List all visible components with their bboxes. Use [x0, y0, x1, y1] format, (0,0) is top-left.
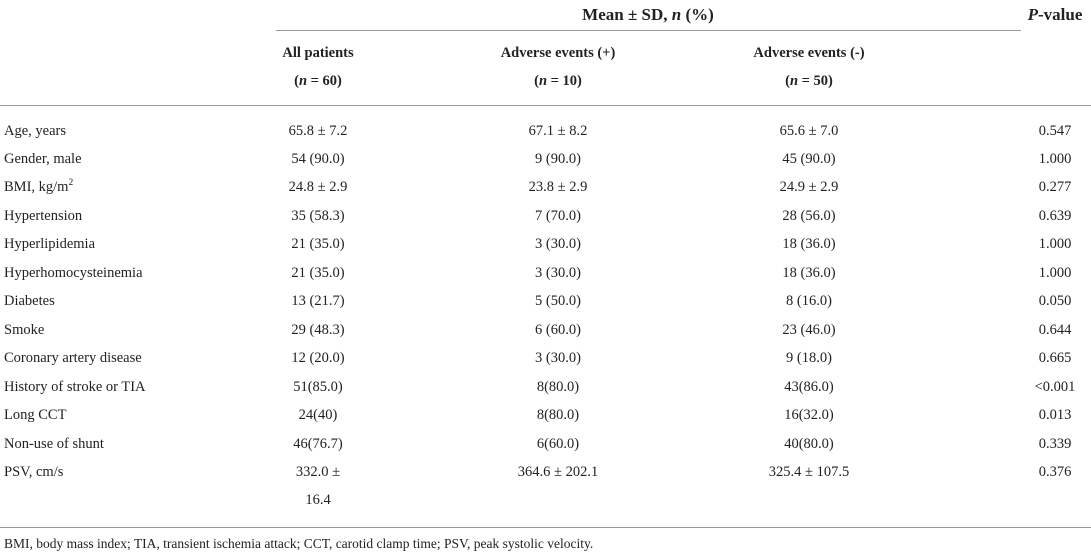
row-label: Long CCT: [4, 407, 67, 423]
footnote: BMI, body mass index; TIA, transient ischemia attack; CCT, carotid clamp time; PSV, peak systolic velocity.: [4, 536, 594, 551]
row-label: Hyperhomocysteinemia: [4, 265, 143, 281]
cell-all: 46(76.7): [293, 436, 343, 452]
row-label: PSV, cm/s: [4, 464, 64, 480]
row-label: Diabetes: [4, 293, 55, 309]
cell-p: 0.644: [1038, 322, 1072, 338]
row-label: Smoke: [4, 322, 45, 338]
cell-all: 35 (58.3): [291, 208, 345, 224]
cell-pos: 23.8 ± 2.9: [528, 179, 588, 195]
group-header: [582, 6, 714, 24]
cell-pos: 9 (90.0): [535, 151, 581, 167]
cell-all: 21 (35.0): [291, 236, 345, 252]
cell-neg: 24.9 ± 2.9: [779, 179, 839, 195]
row-label: Hyperlipidemia: [4, 236, 96, 252]
col-header-all: All patients: [282, 45, 354, 61]
cell-pos: 6 (60.0): [535, 322, 581, 338]
cell-neg: 45 (90.0): [782, 151, 836, 167]
cell-pos: 6(60.0): [536, 436, 580, 452]
group-header-text: Mean ± SD,: [582, 5, 672, 24]
row-label: BMI, $kg/m^2$: [4, 178, 74, 195]
cell-p: 0.339: [1038, 436, 1072, 452]
col-count-pos: (n = 10): [534, 73, 582, 89]
cell-neg: 18 (36.0): [782, 236, 836, 252]
cell-neg: 16(32.0): [784, 407, 834, 423]
row-label: Hypertension: [4, 208, 83, 224]
cell-all: 24.8 ± 2.9: [288, 179, 348, 195]
cell-all: 65.8 ± 7.2: [288, 123, 348, 139]
cell-pos: 3 (30.0): [535, 236, 581, 252]
cell-p: 0.665: [1038, 350, 1072, 366]
header-rule: [0, 105, 1091, 106]
cell-neg: 65.6 ± 7.0: [779, 123, 839, 139]
cell-pos: 8(80.0): [536, 379, 580, 395]
cell-p: 1.000: [1038, 236, 1072, 252]
col-header-pos: Adverse events (+): [500, 45, 616, 61]
cell-pos: 8(80.0): [536, 407, 580, 423]
cell-all: 54 (90.0): [291, 151, 345, 167]
group-header-pct: (%): [681, 5, 714, 24]
cell-all: 51(85.0): [293, 379, 343, 395]
cell-neg: 28 (56.0): [782, 208, 836, 224]
superscript: 2: [68, 178, 74, 189]
cell-neg: 8 (16.0): [786, 293, 832, 309]
cell-all: 24(40): [298, 407, 338, 423]
cell-p: <0.001: [1034, 379, 1076, 395]
row-label: Gender, male: [4, 151, 82, 167]
cell-p: 1.000: [1038, 265, 1072, 281]
cell-pos: 67.1 ± 8.2: [528, 123, 588, 139]
cell-all: 332.0 ±: [295, 464, 341, 480]
col-count-all: (n = 60): [294, 73, 342, 89]
cell-neg: 23 (46.0): [782, 322, 836, 338]
bottom-rule: [0, 527, 1091, 528]
cell-p: 0.547: [1038, 123, 1072, 139]
group-header-n: n: [671, 5, 682, 24]
cell-pos: 7 (70.0): [535, 208, 581, 224]
cell-pos: 3 (30.0): [535, 265, 581, 281]
cell-p: 0.376: [1038, 464, 1072, 480]
cell-all: 13 (21.7): [291, 293, 345, 309]
cell-all-continued: 16.4: [305, 492, 331, 508]
cell-pos: 5 (50.0): [535, 293, 581, 309]
pvalue-header-p: P: [1027, 5, 1038, 24]
cell-all: 21 (35.0): [291, 265, 345, 281]
row-label: Age, years: [4, 123, 67, 139]
cell-neg: 18 (36.0): [782, 265, 836, 281]
row-label: Non-use of shunt: [4, 436, 104, 452]
pvalue-header: [1028, 6, 1083, 24]
cell-neg: 40(80.0): [784, 436, 834, 452]
cell-neg: 43(86.0): [784, 379, 834, 395]
cell-pos: 3 (30.0): [535, 350, 581, 366]
cell-all: 29 (48.3): [291, 322, 345, 338]
cell-p: 0.013: [1038, 407, 1072, 423]
cell-p: 0.277: [1038, 179, 1072, 195]
row-label: Coronary artery disease: [4, 350, 142, 366]
cell-neg: 325.4 ± 107.5: [768, 464, 850, 480]
cell-p: 1.000: [1038, 151, 1072, 167]
col-count-neg: (n = 50): [785, 73, 833, 89]
cell-p: 0.050: [1038, 293, 1072, 309]
cell-p: 0.639: [1038, 208, 1072, 224]
cell-pos: 364.6 ± 202.1: [517, 464, 599, 480]
cell-all: 12 (20.0): [291, 350, 345, 366]
cell-neg: 9 (18.0): [786, 350, 832, 366]
row-label: History of stroke or TIA: [4, 379, 146, 395]
pvalue-header-rest: -value: [1038, 5, 1083, 24]
col-header-neg: Adverse events (-): [753, 45, 865, 61]
